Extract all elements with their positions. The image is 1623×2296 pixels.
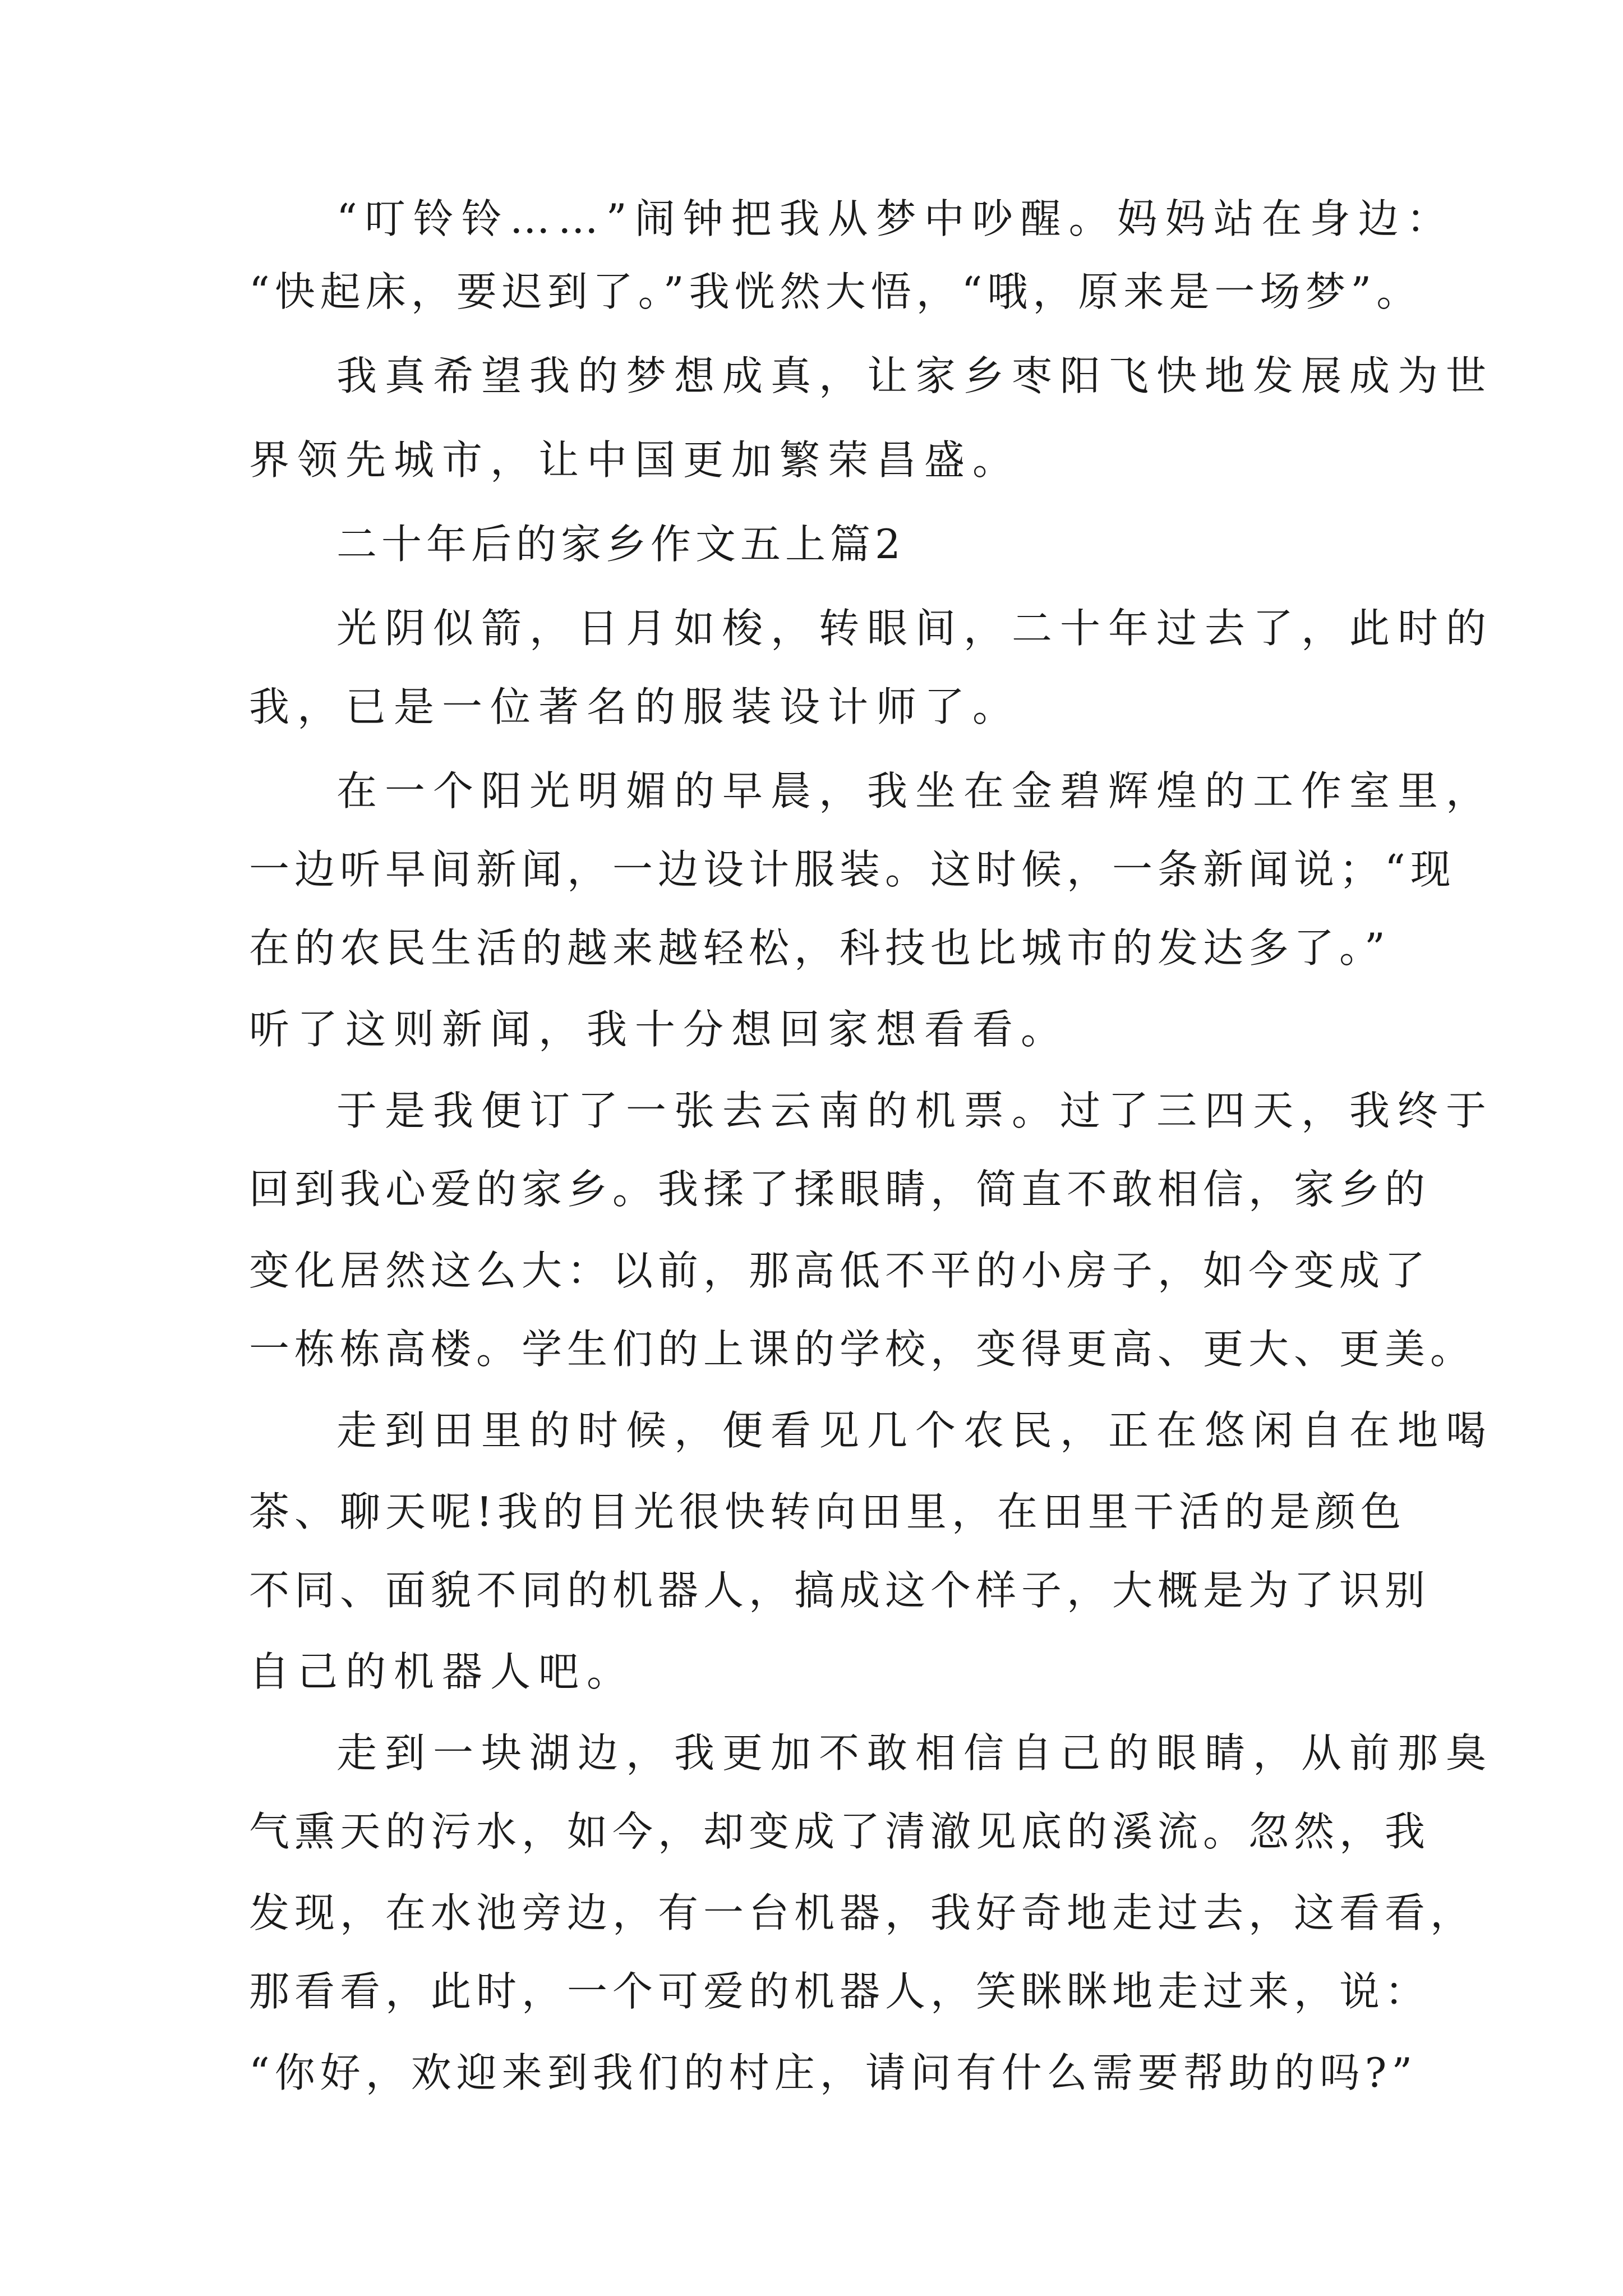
text-line: 自己的机器人吧。	[249, 1648, 635, 1695]
text-line: “你好，欢迎来到我们的村庄，请问有什么需要帮助的吗?”	[249, 2049, 1418, 2096]
text-line: 光阴似箭，日月如梭，转眼间，二十年过去了，此时的	[336, 605, 1495, 652]
text-line: 一边听早间新闻，一边设计服装。这时候，一条新闻说；“现	[249, 846, 1456, 893]
text-line: 我，已是一位著名的服装设计师了。	[249, 683, 1021, 730]
text-line: 走到一块湖边，我更加不敢相信自己的眼睛，从前那臭	[336, 1729, 1495, 1777]
text-line: 气熏天的污水，如今，却变成了清澈见底的溪流。忽然，我	[249, 1808, 1431, 1855]
text-line: 听了这则新闻，我十分想回家想看看。	[249, 1006, 1069, 1053]
text-line: “快起床，要迟到了。”我恍然大悟，“哦，原来是一场梦”。	[249, 268, 1422, 315]
text-line: 界领先城市，让中国更加繁荣昌盛。	[249, 436, 1021, 484]
text-line: “叮铃铃……”闹钟把我从梦中吵醒。妈妈站在身边：	[336, 195, 1455, 242]
text-line: 走到田里的时候，便看见几个农民，正在悠闲自在地喝	[336, 1407, 1495, 1454]
text-line: 发现，在水池旁边，有一台机器，我好奇地走过去，这看看，	[249, 1889, 1476, 1936]
text-line: 变化居然这么大：以前，那高低不平的小房子，如今变成了	[249, 1247, 1431, 1294]
text-line: 我真希望我的梦想成真，让家乡枣阳飞快地发展成为世	[336, 352, 1495, 399]
section-heading: 二十年后的家乡作文五上篇2	[336, 521, 905, 568]
text-line: 在的农民生活的越来越轻松，科技也比城市的发达多了。”	[249, 924, 1390, 972]
text-line: 那看看，此时，一个可爱的机器人，笑眯眯地走过来，说：	[249, 1968, 1431, 2015]
text-line: 一栋栋高楼。学生们的上课的学校，变得更高、更大、更美。	[249, 1326, 1476, 1373]
text-line: 在一个阳光明媚的早晨，我坐在金碧辉煌的工作室里，	[336, 767, 1495, 815]
text-line: 回到我心爱的家乡。我揉了揉眼睛，简直不敢相信，家乡的	[249, 1166, 1431, 1213]
text-line: 不同、面貌不同的机器人，搞成这个样子，大概是为了识别	[249, 1567, 1431, 1614]
text-line: 于是我便订了一张去云南的机票。过了三四天，我终于	[336, 1087, 1495, 1134]
text-line: 茶、聊天呢!我的目光很快转向田里，在田里干活的是颜色	[249, 1488, 1406, 1535]
